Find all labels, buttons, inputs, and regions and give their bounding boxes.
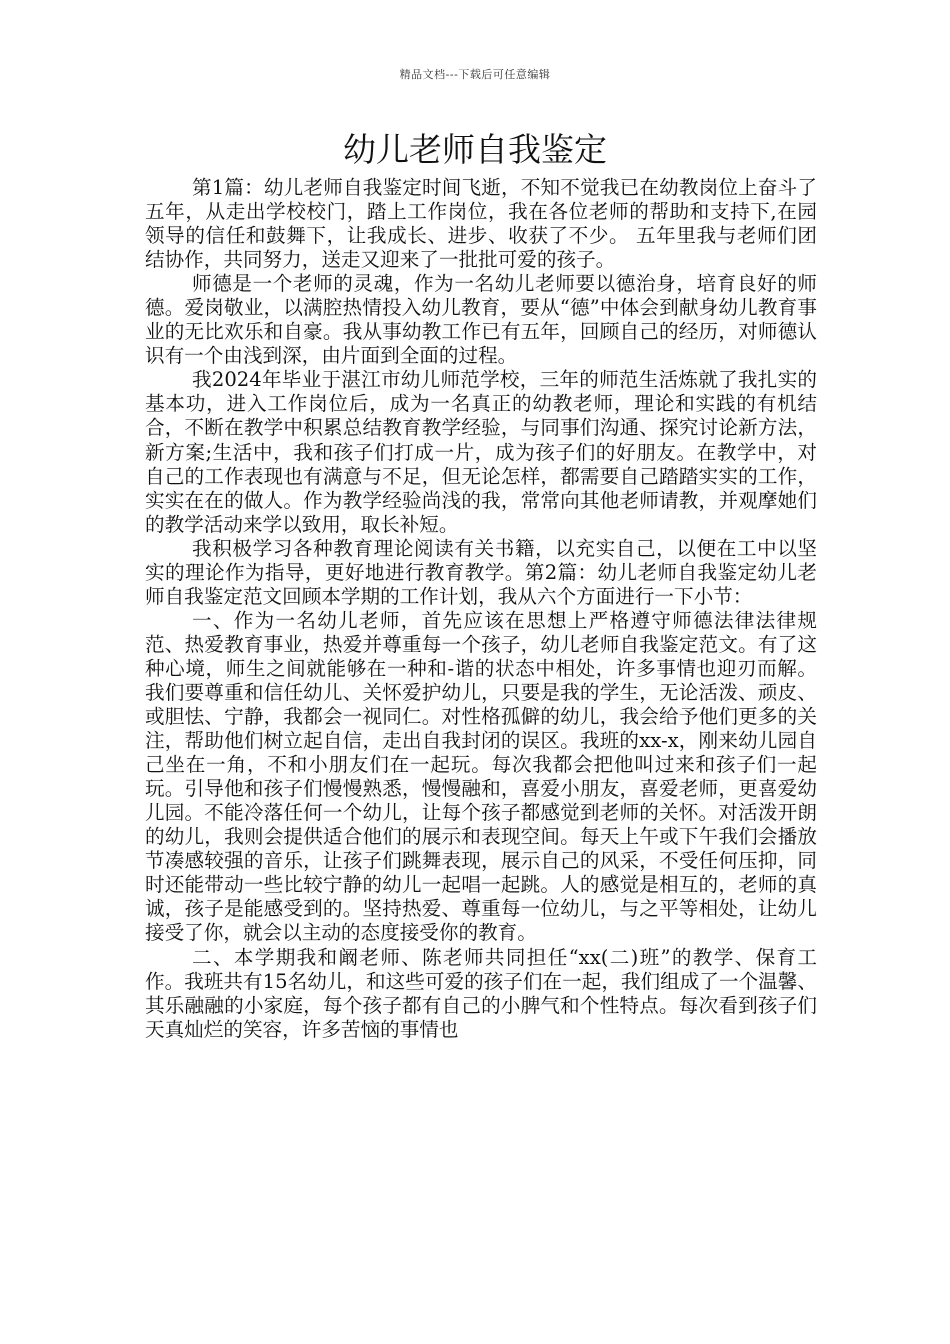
paragraph-5: 一、作为一名幼儿老师，首先应该在思想上严格遵守师德法律法律规范、热爱教育事业，热爱并尊重每一个孩子，幼儿老师自我鉴定范文。有了这种心境，师生之间就能够在一种和-谐的状态中相处，许多事情也迎刃而解。我们要尊重和信任幼儿、关怀爱护幼儿，只要是我的学生，无论活泼、顽皮、或胆怯、宁静，我都会一视同仁。对性格孤僻的幼儿，我会给予他们更多的关注，帮助他们树立起自信，走出自我封闭的误区。我班的xx-x，刚来幼儿园自己坐在一角，不和小朋友们在一起玩。每次我都会把他叫过来和孩子们一起玩。引导他和孩子们慢慢熟悉，慢慢融和，喜爱小朋友，喜爱老师，更喜爱幼儿园。不能冷落任何一个幼儿，让每个孩子都感觉到老师的关怀。对活泼开朗的幼儿，我则会提供适合他们的展示和表现空间。每天上午或下午我们会播放节凑感较强的音乐，让孩子们跳舞表现，展示自己的风采，不受任何压抑，同时还能带动一些比较宁静的幼儿一起唱一起跳。人的感觉是相互的，老师的真诚，孩子是能感受到的。坚持热爱、尊重每一位幼儿，与之平等相处，让幼儿接受了你，就会以主动的态度接受你的教育。 — [145, 608, 817, 945]
paragraph-2: 师德是一个老师的灵魂，作为一名幼儿老师要以德治身，培育良好的师德。爱岗敬业，以满腔热情投入幼儿教育，要从“德”中体会到献身幼儿教育事业的无比欢乐和自豪。我从事幼教工作已有五年，回顾自己的经历，对师德认识有一个由浅到深，由片面到全面的过程。 — [145, 272, 817, 368]
paragraph-4: 我积极学习各种教育理论阅读有关书籍，以充实自己，以便在工中以坚实的理论作为指导，更好地进行教育教学。第2篇：幼儿老师自我鉴定幼儿老师自我鉴定范文回顾本学期的工作计划，我从六个方面进行一下小节： — [145, 536, 817, 608]
paragraph-6: 二、本学期我和阚老师、陈老师共同担任“xx(二)班”的教学、保育工作。我班共有15名幼儿，和这些可爱的孩子们在一起，我们组成了一个温馨、其乐融融的小家庭，每个孩子都有自己的小脾气和个性特点。每次看到孩子们天真灿烂的笑容，许多苦恼的事情也 — [145, 945, 817, 1041]
document-body — [145, 176, 817, 1042]
document-title: 幼儿老师自我鉴定 — [343, 130, 607, 169]
page-header: 精品文档---下载后可任意编辑 — [399, 68, 551, 81]
paragraph-1: 第1篇：幼儿老师自我鉴定时间飞逝，不知不觉我已在幼教岗位上奋斗了五年，从走出学校校门，踏上工作岗位，我在各位老师的帮助和支持下,在园领导的信任和鼓舞下，让我成长、进步、收获了不少。 五年里我与老师们团结协作，共同努力，送走又迎来了一批批可爱的孩子。 — [145, 176, 817, 272]
paragraph-3: 我2024年毕业于湛江市幼儿师范学校，三年的师范生活炼就了我扎实的基本功，进入工作岗位后，成为一名真正的幼教老师，理论和实践的有机结合，不断在教学中积累总结教育教学经验，与同事们沟通、探究讨论新方法，新方案;生活中，我和孩子们打成一片，成为孩子们的好朋友。在教学中，对自己的工作表现也有满意与不足，但无论怎样，都需要自己踏踏实实的工作，实实在在的做人。作为教学经验尚浅的我，常常向其他老师请教，并观摩她们的教学活动来学以致用，取长补短。 — [145, 368, 817, 536]
